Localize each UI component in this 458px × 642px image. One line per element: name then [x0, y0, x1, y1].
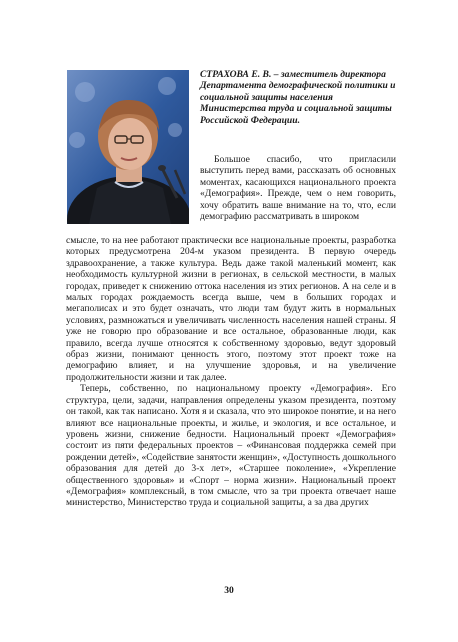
- page-number: 30: [224, 585, 234, 596]
- intro-paragraph: Большое спасибо, что пригласили выступить перед вами, рассказать об основных моментах, касающихся национального проекта «Демография». Прежде, чем о нем говорить, хочу обратить ваше внимание на то, что, если демографию рассматривать в широком: [200, 154, 396, 223]
- speaker-photo: [67, 70, 189, 224]
- body-text: [66, 235, 396, 509]
- speaker-caption: [200, 69, 396, 126]
- second-paragraph: Теперь, собственно, по национальному проекту «Демография». Его структура, цели, задачи, направления определены указом президента, поэтому он такой, как так написано. Хотя я и сказала, что это широкое понятие, и на него влияют все национальные проекты, и жилье, и экология, и все остальное, и уровень жизни, снижение бедности. Национальный проект «Демография» состоит из пяти федеральных проектов – «Финансовая поддержка семей при рождении детей», «Содействие занятости женщин», «Доступность дошкольного образования для детей до 3-х лет», «Старшее поколение», «Укрепление общественного здоровья» и «Спорт – норма жизни». Национальный проект «Демография» комплексный, в том смысле, что за три проекта отвечает наше министерство, Министерство труда и социальной защиты, а за два других: [66, 383, 396, 509]
- intro-column: [200, 154, 396, 222]
- continuation-paragraph: смысле, то на нее работают практически все национальные проекты, разработка которых предусмотрена 204-м указом президента. В первую очередь здравоохранение, а также культура. Ведь даже такой маленький момент, как необходимость культурной жизни в регионах, в сельской местности, в малых городах, приведет к снижению оттока населения из этих регионов. А на селе и в малых городах рождаемость всегда выше, чем в больших городах и мегаполисах и это будет означать, что люди там будут жить в нормальных условиях, размножаться и увеличивать численность населения нашей страны. Я уже не говорю про образование и все остальное, образованные люди, как правило, всегда лучше относятся к собственному здоровью, ведут здоровый образ жизни, понимают ценность этого, поэтому этот проект тоже на демографию влияет, и на улучшение здоровья, и на увеличение продолжительности жизни и так далее.: [66, 235, 396, 383]
- speaker-caption-text: СТРАХОВА Е. В. – заместитель директора Департамента демографической политики и социальной защиты населения Министерства труда и социальной защиты Российской Федерации.: [200, 69, 396, 126]
